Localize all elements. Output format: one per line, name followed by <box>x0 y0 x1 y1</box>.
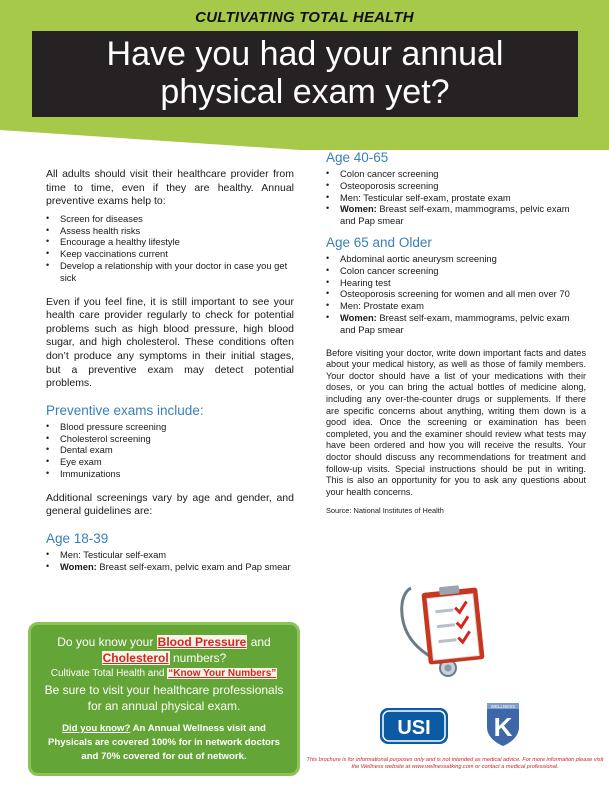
callout-text: An Annual Wellness visit and Physicals are covered 100% for in network doctors and 70% covered for out of network. <box>48 723 280 762</box>
women-text: Breast self-exam, mammograms, pelvic exam and Pap smear <box>340 311 570 335</box>
know-your-numbers-callout <box>28 622 300 776</box>
callout-line3 <box>39 666 289 681</box>
men-label: Men: <box>340 191 361 203</box>
list-item: • Screen for diseases <box>46 213 294 225</box>
blood-pressure-highlight: Blood Pressure <box>157 635 247 649</box>
hero-title-line1: Have you had your annual <box>106 35 504 73</box>
age-65-heading: Age 65 and Older <box>326 234 432 250</box>
list-item: • Dental exam <box>46 444 294 456</box>
callout-line2 <box>39 650 289 666</box>
age-65-bullets <box>326 253 586 336</box>
know-your-numbers-highlight: “Know Your Numbers” <box>168 668 277 679</box>
women-label: Women: <box>60 560 97 572</box>
list-item: • Hearing test <box>326 277 586 289</box>
women-text: Breast self-exam, mammograms, pelvic exam and Pap smear <box>340 203 570 227</box>
list-item <box>326 203 586 227</box>
list-item <box>46 549 294 561</box>
preventive-bullets <box>46 421 294 480</box>
list-item: • Blood pressure screening <box>46 421 294 433</box>
callout-line4: Be sure to visit your healthcare professionals for an annual physical exam. <box>44 683 284 713</box>
men-text: Prostate exam <box>363 300 424 312</box>
list-item <box>326 300 586 312</box>
list-item <box>46 561 294 573</box>
callout-text: Cultivate Total Health and <box>50 668 168 679</box>
list-item: • Cholesterol screening <box>46 433 294 445</box>
left-column <box>46 168 294 572</box>
age-18-39-heading: Age 18-39 <box>46 530 109 546</box>
age-40-65-heading: Age 40-65 <box>326 150 389 165</box>
men-text: Testicular self-exam, prostate exam <box>363 191 511 203</box>
usi-logo <box>378 706 450 746</box>
hero-title-line2: physical exam yet? <box>160 73 450 111</box>
men-text: Testicular self-exam <box>83 548 167 560</box>
list-item: • Colon cancer screening <box>326 265 586 277</box>
list-item: • Eye exam <box>46 456 294 468</box>
list-item: • Osteoporosis screening <box>326 180 586 192</box>
age-18-39-bullets <box>46 549 294 573</box>
callout-line5 <box>39 722 289 764</box>
age-40-65-bullets <box>326 168 586 227</box>
men-label: Men: <box>60 548 81 560</box>
list-item: • Assess health risks <box>46 225 294 237</box>
list-item <box>326 192 586 204</box>
wellness-letter: K <box>493 712 513 742</box>
callout-text: Do you know your <box>57 635 157 649</box>
usi-logo-text: USI <box>397 717 431 739</box>
wellness-label: WELLNESS <box>490 704 516 709</box>
list-item: • Immunizations <box>46 468 294 480</box>
list-item: • Abdominal aortic aneurysm screening <box>326 253 586 265</box>
checkup-paragraph: Even if you feel fine, it is still important to see your health care provider regularly to check for potential problems such as high blood pressure, high blood sugar, and high cholesterol. These conditions often don’t produce any symptoms in their initial stages, but a preventive exam may detect potential problems. <box>46 295 294 390</box>
clipboard-stethoscope-icon <box>393 580 503 678</box>
women-text: Breast self-exam, pelvic exam and Pap smear <box>99 560 291 572</box>
preventive-heading: Preventive exams include: <box>46 402 204 418</box>
intro-paragraph: All adults should visit their healthcare provider from time to time, even if they are healthy. Annual preventive exams help to: <box>46 168 294 208</box>
wellness-shield-logo <box>484 701 522 747</box>
header-kicker: CULTIVATING TOTAL HEALTH <box>195 9 414 26</box>
hero-banner <box>32 31 578 117</box>
list-item: • Colon cancer screening <box>326 168 586 180</box>
women-label: Women: <box>340 311 377 323</box>
did-you-know-label: Did you know? <box>62 723 131 734</box>
women-label: Women: <box>340 203 377 215</box>
callout-text: and <box>247 635 271 649</box>
men-label: Men: <box>340 300 361 312</box>
intro-bullets <box>46 213 294 284</box>
hero-title <box>32 35 578 111</box>
doctor-visit-paragraph: Before visiting your doctor, write down important facts and dates about your medical history, as well as those of family members. Your doctor should have a list of your medications with their doses, or you can bring the actual bottles of medicine along, including any over-the-counter drugs or supplements. If there are specific concerns about anything, writing them down is a good idea. Once the screening or examination has been completed, you and the examiner should review what tests may have been ordered and how you will receive the results. Your doctor should discuss any recommendations for treatment and follow-up visits. Special instructions should be put in writing. This is also an opportunity for you to ask any questions about your health concerns. <box>326 347 586 497</box>
source-note: Source: National Institutes of Health <box>326 506 444 516</box>
guidelines-paragraph: Additional screenings vary by age and gender, and general guidelines are: <box>46 491 294 518</box>
callout-text: numbers? <box>169 651 227 665</box>
list-item: • Keep vaccinations current <box>46 248 294 260</box>
disclaimer: This brochure is for informational purposes only and is not intended as medical advice. For more information please visit the Wellness website at www.wellnessatking.com or contact a medical professional. <box>306 757 604 771</box>
list-item: • Encourage a healthy lifestyle <box>46 236 294 248</box>
cholesterol-highlight: Cholesterol <box>102 651 169 665</box>
list-item: • Osteoporosis screening for women and all men over 70 <box>326 288 586 300</box>
right-column <box>326 150 586 515</box>
list-item: • Develop a relationship with your doctor in case you get sick <box>46 260 294 284</box>
list-item <box>326 312 586 336</box>
callout-line1 <box>39 634 289 650</box>
